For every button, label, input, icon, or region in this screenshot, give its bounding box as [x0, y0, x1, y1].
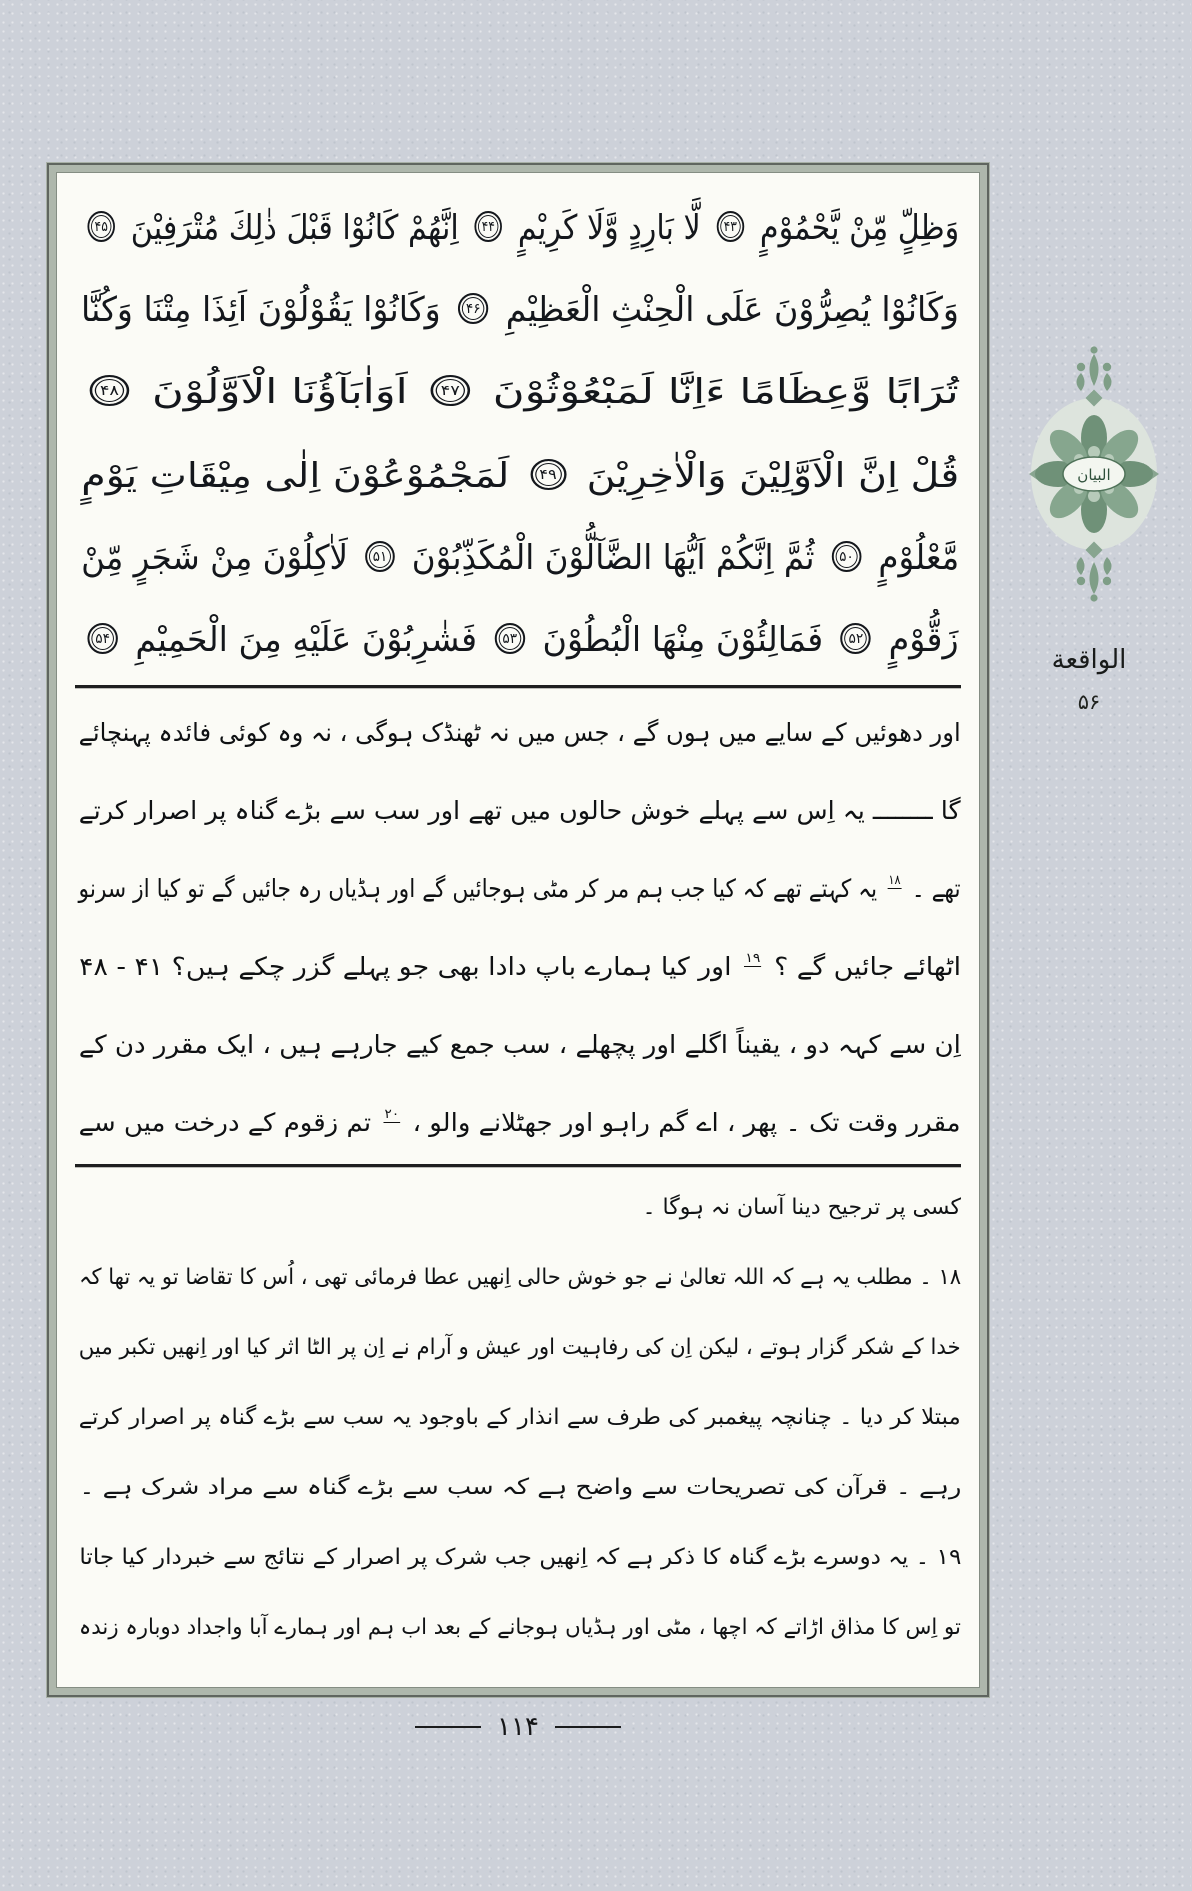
footnote-reference-marker: ۱۹ [746, 951, 762, 966]
footnotes-block [70, 1173, 968, 1663]
text-run: تُرَابًا وَّعِظَامًا ءَاِنَّا لَمَبْعُوْثُوْنَ [494, 372, 960, 412]
translation-line [76, 850, 962, 928]
text-run: لَمَجْمُوْعُوْنَ اِلٰى مِيْقَاتِ يَوْمٍ [82, 456, 511, 496]
translation-line-content [80, 772, 962, 850]
quran-line-content [82, 351, 960, 433]
text-run: ۱۸ ۔ مطلب یہ ہے کہ اللہ تعالیٰ نے جو خوش حالی اِنھیں عطا فرمائی تھی ، اُس کا تقاضا تو یہ تھا کہ [80, 1265, 962, 1290]
quran-line-content [82, 269, 960, 351]
text-run: لَّا بَارِدٍ وَّلَا كَرِيْمٍ [518, 208, 702, 248]
text-run: مقرر وقت تک ۔ پھر ، اے گم راہو اور جھٹلانے والو ، [413, 1108, 963, 1137]
text-run: اِنَّهُمْ كَانُوْا قَبْلَ ذٰلِكَ مُتْرَفِيْنَ [131, 208, 460, 248]
text-run: اِن سے کہہ دو ، یقیناً اگلے اور پچھلے ، سب جمع کیے جارہے ہیں ، ایک مقرر دن کے [80, 1030, 962, 1059]
ayah-number-marker: ۵۱ [366, 541, 396, 572]
text-run: خدا کے شکر گزار ہوتے ، لیکن اِن کی رفاہیت اور عیش و آرام نے اِن پر الٹا اثر کیا اور اِنھیں تکبر میں [80, 1335, 962, 1360]
ayah-number-marker: ۴۸ [91, 375, 131, 406]
footnote-line [76, 1173, 962, 1243]
quran-line [78, 517, 960, 599]
translation-line-content [80, 1084, 962, 1162]
ayah-number-marker: ۵۳ [496, 623, 526, 654]
footnote-line-content [80, 1383, 962, 1453]
footnote-line-content [80, 1313, 962, 1383]
surah-name-label: الواقعة [1052, 645, 1128, 675]
medallion-title: البيان [1078, 466, 1112, 484]
footnote-line [76, 1453, 962, 1523]
ayah-number-marker: ۴۷ [432, 375, 472, 406]
ayah-number-marker: ۴۶ [459, 293, 489, 324]
footnote-reference-marker: ۲۰ [385, 1107, 401, 1122]
quran-line [78, 351, 960, 433]
quran-line [78, 435, 960, 517]
text-run: تم زقوم کے درخت میں سے [79, 1108, 373, 1137]
urdu-translation-block [70, 694, 968, 1162]
quran-line-content [82, 517, 960, 599]
text-run: گا ــــــــ یہ اِس سے پہلے خوش حالوں میں تھے اور سب سے بڑے گناہ پر اصرار کرتے [80, 796, 962, 825]
text-run: وَكَانُوْا يَقُوْلُوْنَ اَئِذَا مِتْنَا وَكُنَّا [82, 290, 442, 330]
translation-line [76, 694, 962, 772]
surah-number-label: ۵۶ [1078, 690, 1102, 714]
text-run: اَوَاٰبَآؤُنَا الْاَوَّلُوْنَ [153, 372, 410, 412]
footnote-line-content [80, 1243, 962, 1313]
text-run: مبتلا کر دیا ۔ چنانچہ پیغمبر کی طرف سے انذار کے باوجود یہ سب سے بڑے گناہ پر اصرار کرتے [80, 1405, 962, 1430]
footnote-line [76, 1593, 962, 1663]
text-run: اور دھوئیں کے سایے میں ہوں گے ، جس میں نہ ٹھنڈک ہوگی ، نہ وہ کوئی فائدہ پہنچائے [80, 718, 962, 747]
quran-line [78, 187, 960, 269]
page-footer [48, 1712, 990, 1742]
quran-line-content [82, 599, 960, 681]
page-number: ۱۱۴ [498, 1712, 540, 1742]
footnote-line [76, 1313, 962, 1383]
text-run: وَكَانُوْا يُصِرُّوْنَ عَلَى الْحِنْثِ الْعَظِيْمِ [506, 290, 960, 330]
text-run: تھے ۔ [913, 874, 962, 903]
ayah-number-marker: ۴۵ [88, 211, 116, 242]
text-run: زَقُّوْمٍ [890, 620, 960, 660]
translation-line [76, 928, 962, 1006]
quran-line-content [82, 187, 960, 269]
ayah-number-marker: ۴۹ [531, 459, 567, 490]
ayah-number-marker: ۴۴ [475, 211, 503, 242]
medallion-ornament [1030, 346, 1160, 601]
footer-dash-right [556, 1726, 622, 1728]
decorative-medallion [1018, 338, 1172, 610]
footnote-line-content [80, 1593, 962, 1663]
footnote-line-content [80, 1523, 962, 1593]
section-divider-1 [76, 685, 962, 688]
right-margin [1000, 0, 1192, 1891]
ayah-number-marker: ۴۳ [717, 211, 745, 242]
footnote-line [76, 1383, 962, 1453]
translation-line [76, 772, 962, 850]
text-run: ۱۹ ۔ یہ دوسرے بڑے گناہ کا ذکر ہے کہ اِنھیں جب شرک پر اصرار کے نتائج سے خبردار کیا جاتا [80, 1545, 962, 1570]
text-run: کسی پر ترجیح دینا آسان نہ ہوگا ۔ [643, 1195, 962, 1220]
text-run: قُلْ اِنَّ الْاَوَّلِيْنَ وَالْاٰخِرِيْنَ [587, 456, 960, 496]
text-run: فَمَالِئُوْنَ مِنْهَا الْبُطُوْنَ [543, 620, 825, 660]
footnote-reference-marker: ۱۸ [889, 873, 903, 888]
text-run: مَّعْلُوْمٍ [879, 538, 960, 578]
footnote-line [76, 1243, 962, 1313]
text-run: لَاٰكِلُوْنَ مِنْ شَجَرٍ مِّنْ [82, 538, 349, 578]
text-run: ثُمَّ اِنَّكُمْ اَيُّهَا الضَّآلُّوْنَ الْمُكَذِّبُوْنَ [412, 538, 816, 578]
text-run: اٹھائے جائیں گے ؟ [775, 952, 962, 981]
translation-line [76, 1084, 962, 1162]
quran-line [78, 599, 960, 681]
translation-line-content [80, 1006, 962, 1084]
quran-line [78, 269, 960, 351]
quran-line-content [82, 435, 960, 517]
footer-dash-left [416, 1726, 482, 1728]
text-run: وَظِلٍّ مِّنْ يَّحْمُوْمٍ [760, 208, 960, 248]
text-run: تو اِس کا مذاق اڑاتے کہ اچھا ، مٹی اور ہڈیاں ہوجانے کے بعد اب ہم اور ہمارے آبا واجداد دوبارہ زندہ [80, 1615, 962, 1640]
footnote-line-content [80, 1453, 962, 1523]
translation-line-content [80, 850, 962, 928]
translation-line [76, 1006, 962, 1084]
text-run: اور کیا ہمارے باپ دادا بھی جو پہلے گزر چکے ہیں؟ ۴۱ - ۴۸ [80, 952, 733, 981]
text-run: فَشٰرِبُوْنَ عَلَيْهِ مِنَ الْحَمِيْمِ [136, 620, 479, 660]
text-run: رہے ۔ قرآن کی تصریحات سے واضح ہے کہ سب سے بڑے گناہ سے مراد شرک ہے ۔ [80, 1475, 962, 1500]
ayah-number-marker: ۵۴ [89, 623, 119, 654]
translation-line-content [80, 928, 962, 1006]
footnote-line-content [644, 1173, 962, 1243]
ayah-number-marker: ۵۲ [842, 623, 872, 654]
text-frame [48, 163, 990, 1697]
quran-text-block [70, 187, 968, 681]
ayah-number-marker: ۵۰ [833, 541, 863, 572]
section-divider-2 [76, 1164, 962, 1167]
text-run: یہ کہتے تھے کہ کیا جب ہم مر کر مٹی ہوجائیں گے اور ہڈیاں رہ جائیں گے تو کیا از سرنو [80, 874, 879, 903]
translation-line-content [80, 694, 962, 772]
footnote-line [76, 1523, 962, 1593]
